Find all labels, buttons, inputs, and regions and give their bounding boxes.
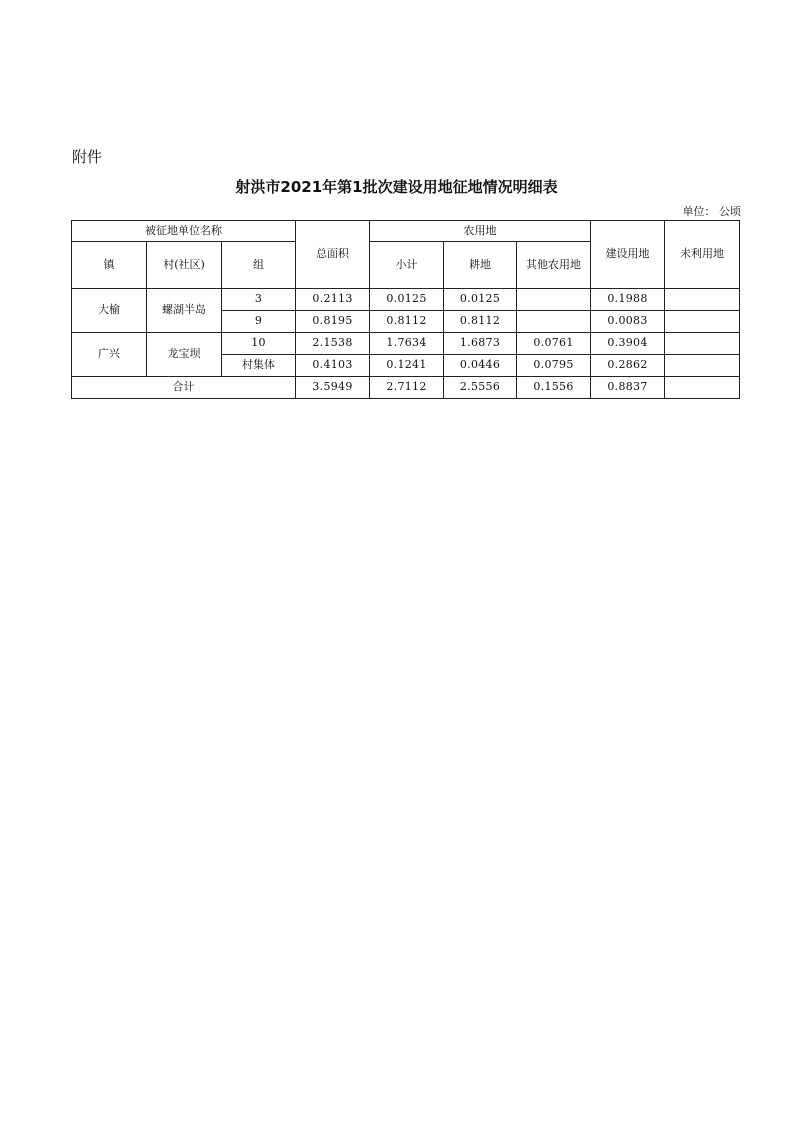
cultivated-cell: 0.8112 [444, 311, 517, 333]
header-group: 组 [222, 242, 296, 289]
total-label: 合计 [72, 377, 296, 399]
header-cultivated: 耕地 [444, 242, 517, 289]
unit-label: 单位： 公顷 [682, 205, 741, 218]
total-area-cell: 3.5949 [296, 377, 370, 399]
other-agri-cell [517, 311, 591, 333]
group-cell: 10 [222, 333, 296, 355]
header-total-area: 总面积 [296, 221, 370, 289]
table-row [72, 289, 740, 311]
construction-cell: 0.1988 [591, 289, 665, 311]
town-cell: 大榆 [72, 289, 147, 333]
subtotal-cell: 1.7634 [370, 333, 444, 355]
subtotal-cell: 0.0125 [370, 289, 444, 311]
construction-cell: 0.8837 [591, 377, 665, 399]
header-row-1 [72, 221, 740, 242]
header-town: 镇 [72, 242, 147, 289]
header-subtotal: 小计 [370, 242, 444, 289]
total-area-cell: 0.2113 [296, 289, 370, 311]
construction-cell: 0.0083 [591, 311, 665, 333]
header-agri-land: 农用地 [370, 221, 591, 242]
group-cell: 3 [222, 289, 296, 311]
subtotal-cell: 2.7112 [370, 377, 444, 399]
construction-cell: 0.2862 [591, 355, 665, 377]
other-agri-cell: 0.0761 [517, 333, 591, 355]
header-unused-land: 未利用地 [665, 221, 740, 289]
total-area-cell: 2.1538 [296, 333, 370, 355]
header-expropriated-unit: 被征地单位名称 [72, 221, 296, 242]
village-cell: 龙宝坝 [147, 333, 222, 377]
cultivated-cell: 1.6873 [444, 333, 517, 355]
other-agri-cell [517, 289, 591, 311]
group-cell: 村集体 [222, 355, 296, 377]
table-row [72, 333, 740, 355]
village-cell: 螺湖半岛 [147, 289, 222, 333]
total-area-cell: 0.4103 [296, 355, 370, 377]
unused-cell [665, 355, 740, 377]
attachment-label: 附件 [72, 148, 103, 166]
land-expropriation-table [71, 220, 740, 399]
header-other-agri: 其他农用地 [517, 242, 591, 289]
cultivated-cell: 0.0446 [444, 355, 517, 377]
unused-cell [665, 377, 740, 399]
subtotal-cell: 0.8112 [370, 311, 444, 333]
header-construction-land: 建设用地 [591, 221, 665, 289]
other-agri-cell: 0.1556 [517, 377, 591, 399]
total-row [72, 377, 740, 399]
cultivated-cell: 2.5556 [444, 377, 517, 399]
unused-cell [665, 333, 740, 355]
unused-cell [665, 311, 740, 333]
document-title: 射洪市2021年第1批次建设用地征地情况明细表 [235, 178, 558, 196]
construction-cell: 0.3904 [591, 333, 665, 355]
subtotal-cell: 0.1241 [370, 355, 444, 377]
unused-cell [665, 289, 740, 311]
cultivated-cell: 0.0125 [444, 289, 517, 311]
total-area-cell: 0.8195 [296, 311, 370, 333]
group-cell: 9 [222, 311, 296, 333]
header-village: 村(社区) [147, 242, 222, 289]
other-agri-cell: 0.0795 [517, 355, 591, 377]
town-cell: 广兴 [72, 333, 147, 377]
